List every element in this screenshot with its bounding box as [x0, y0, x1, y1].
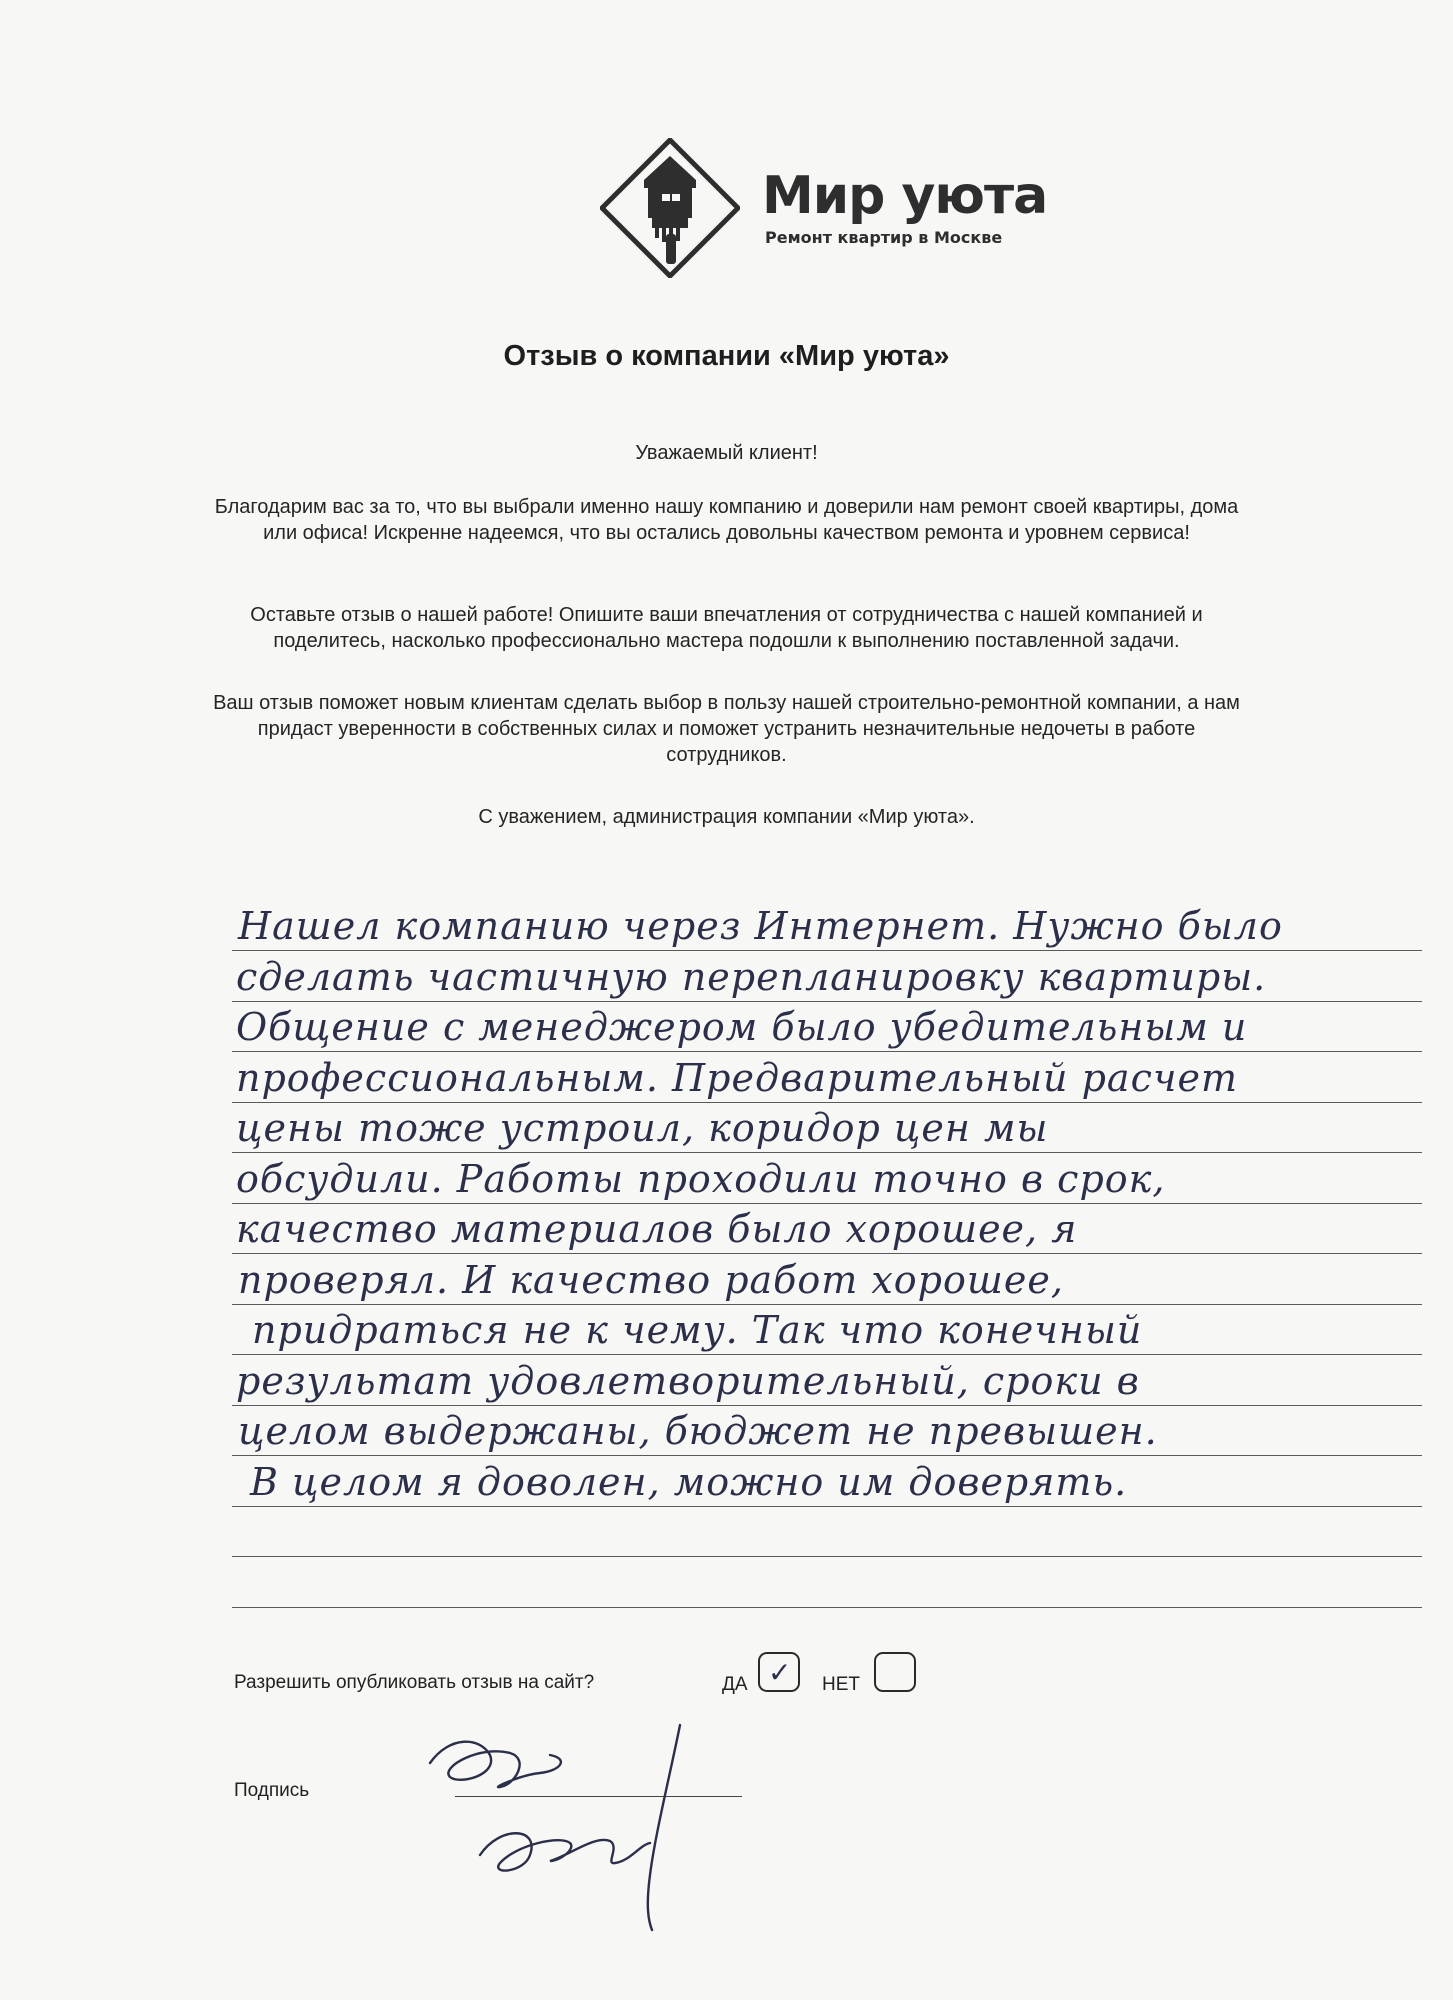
- review-line: проверял. И качество работ хорошее,: [238, 1257, 1064, 1302]
- review-line: обсудили. Работы проходили точно в срок,: [236, 1156, 1166, 1201]
- document-title: Отзыв о компании «Мир уюта»: [503, 340, 950, 372]
- review-line: профессиональным. Предварительный расчет: [236, 1055, 1239, 1100]
- publish-no-label: НЕТ: [822, 1674, 860, 1695]
- brand-name: Мир уюта: [762, 166, 1048, 226]
- review-line: целом выдержаны, бюджет не превышен.: [238, 1409, 1158, 1453]
- publish-question: Разрешить опубликовать отзыв на сайт?: [234, 1672, 595, 1693]
- ruled-line: [232, 1203, 1422, 1204]
- check-icon: ✓: [768, 1657, 792, 1688]
- review-line: цены тоже устроил, коридор цен мы: [236, 1106, 1049, 1150]
- handwritten-review-area: [232, 900, 1422, 1620]
- publish-no-checkbox[interactable]: [874, 1652, 916, 1692]
- ruled-line: [232, 1607, 1422, 1608]
- ruled-line: [232, 1304, 1422, 1305]
- review-line: Общение с менеджером было убедительным и: [236, 1005, 1248, 1049]
- request-paragraph: Оставьте отзыв о нашей работе! Опишите ваши впечатления от сотрудничества с нашей компанией и поделитесь, насколько профессионально мастера подошли к выполнению поставленной задачи.: [250, 604, 1203, 652]
- publish-yes-checkbox[interactable]: [758, 1652, 800, 1692]
- ruled-line: [232, 1556, 1422, 1557]
- company-logo: [600, 138, 1060, 278]
- benefit-paragraph: Ваш отзыв поможет новым клиентам сделать выбор в пользу нашей строительно-ремонтной компании, а нам придаст уверенности в собственных силах и поможет устранить незначительные недочеты в работе сотрудников.: [213, 692, 1240, 766]
- signature-label: Подпись: [234, 1780, 310, 1801]
- review-line: результат удовлетворительный, сроки в: [236, 1358, 1140, 1403]
- handwritten-signature: [420, 1715, 720, 1935]
- ruled-line: [232, 1051, 1422, 1052]
- ruled-line: [232, 1354, 1422, 1355]
- review-line: сделать частичную перепланировку квартиры.: [236, 954, 1267, 999]
- intro-paragraph: Благодарим вас за то, что вы выбрали именно нашу компанию и доверили нам ремонт своей квартиры, дома или офиса! Искренне надеемся, что вы остались довольны качеством ремонта и уровнем сервиса!: [214, 496, 1239, 544]
- review-line: качество материалов было хорошее, я: [236, 1207, 1078, 1251]
- ruled-line: [232, 1102, 1422, 1103]
- closing-line: С уважением, администрация компании «Мир уюта».: [478, 806, 975, 828]
- ruled-line: [232, 1455, 1422, 1456]
- publish-yes-label: ДА: [722, 1674, 748, 1695]
- house-brush-icon: [600, 138, 740, 278]
- review-line: придраться не к чему. Так что конечный: [252, 1308, 1143, 1352]
- review-line: Нашел компанию через Интернет. Нужно было: [238, 904, 1283, 948]
- ruled-line: [232, 1405, 1422, 1406]
- ruled-line: [232, 1506, 1422, 1507]
- ruled-line: [232, 1253, 1422, 1254]
- ruled-line: [232, 1152, 1422, 1153]
- brand-tagline: Ремонт квартир в Москве: [765, 228, 1003, 247]
- ruled-line: [232, 1001, 1422, 1002]
- ruled-line: [232, 950, 1422, 951]
- review-line: В целом я доволен, можно им доверять.: [250, 1459, 1128, 1504]
- greeting: Уважаемый клиент!: [635, 442, 818, 464]
